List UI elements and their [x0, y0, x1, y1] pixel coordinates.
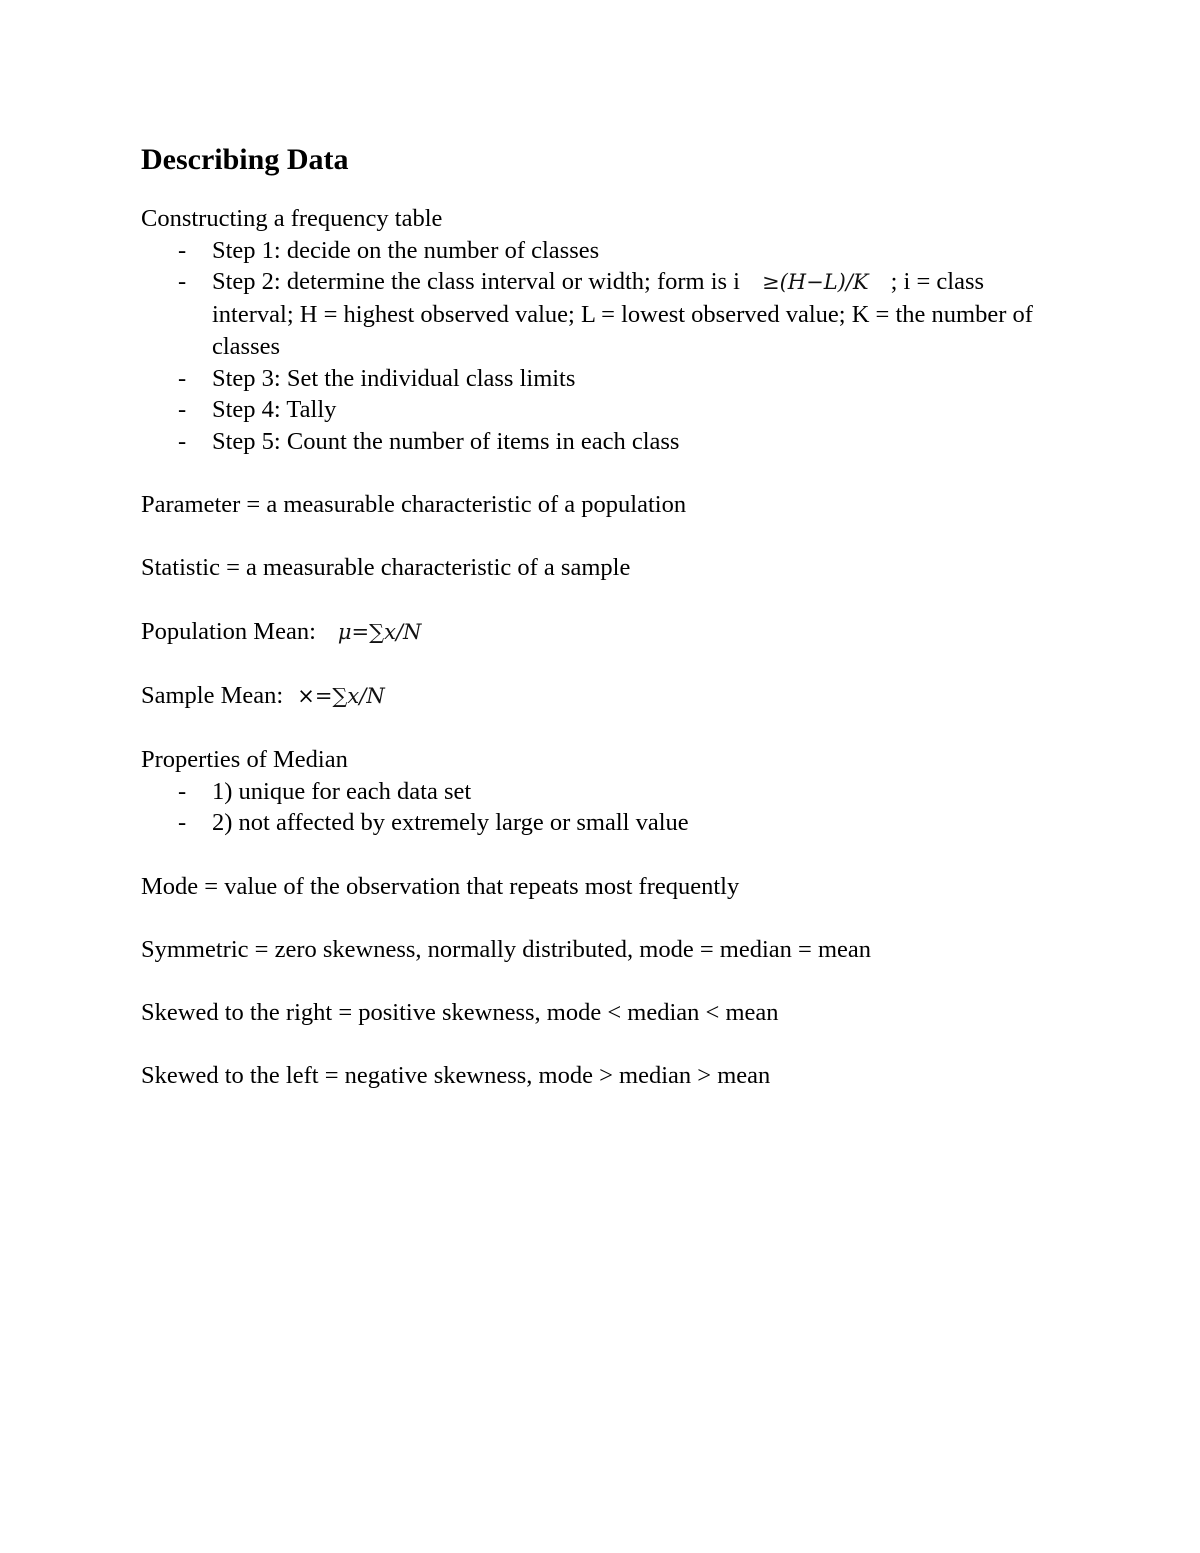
class-interval-formula: ≥(H−L)/K [762, 270, 869, 295]
skew-right-definition: Skewed to the right = positive skewness, mode < median < mean [141, 998, 779, 1026]
parameter-definition: Parameter = a measurable characteristic of a population [141, 491, 687, 519]
sample-mean-label: Sample Mean: [141, 681, 284, 709]
list-item [141, 266, 1061, 362]
page-title: Describing Data [141, 143, 349, 176]
dash-bullet: - [178, 396, 187, 424]
dash-bullet: - [178, 268, 187, 296]
dash-bullet: - [178, 364, 187, 392]
statistic-definition: Statistic = a measurable characteristic of a sample [141, 554, 631, 582]
dash-bullet: - [178, 809, 187, 837]
median-properties-list [141, 776, 1061, 839]
list-item [141, 807, 1061, 839]
median-property-2: 2) not affected by extremely large or small value [212, 809, 689, 837]
step-4-text: Step 4: Tally [212, 396, 337, 424]
list-item [141, 363, 1061, 395]
step-3-text: Step 3: Set the individual class limits [212, 364, 576, 392]
dash-bullet: - [178, 427, 187, 455]
skew-left-definition: Skewed to the left = negative skewness, mode > median > mean [141, 1062, 771, 1090]
step-1-text: Step 1: decide on the number of classes [212, 236, 600, 264]
median-heading: Properties of Median [141, 745, 348, 773]
sample-mean-line [141, 680, 1061, 713]
dash-bullet: - [178, 236, 187, 264]
median-property-1: 1) unique for each data set [212, 777, 472, 805]
document-body [141, 140, 1061, 1092]
list-item [141, 776, 1061, 808]
step-2-text-after: ; i = class interval; H = highest observed value; L = lowest observed value; K = the number of classes [212, 268, 1033, 360]
list-item [141, 426, 1061, 458]
population-mean-line [141, 616, 1061, 649]
mode-definition: Mode = value of the observation that repeats most frequently [141, 872, 740, 900]
frequency-table-heading: Constructing a frequency table [141, 205, 443, 232]
dash-bullet: - [178, 777, 187, 805]
x-bar-symbol: × [297, 683, 315, 708]
symmetric-definition: Symmetric = zero skewness, normally distributed, mode = median = mean [141, 935, 872, 963]
list-item [141, 394, 1061, 426]
list-item [141, 235, 1061, 267]
sample-mean-formula: =∑x/N [314, 683, 385, 708]
step-2-text-before: Step 2: determine the class interval or width; form is i [212, 268, 740, 296]
population-mean-label: Population Mean: [141, 617, 316, 645]
population-mean-formula: μ=∑x/N [337, 619, 422, 644]
step-5-text: Step 5: Count the number of items in each class [212, 427, 680, 455]
frequency-steps-list [141, 235, 1061, 458]
